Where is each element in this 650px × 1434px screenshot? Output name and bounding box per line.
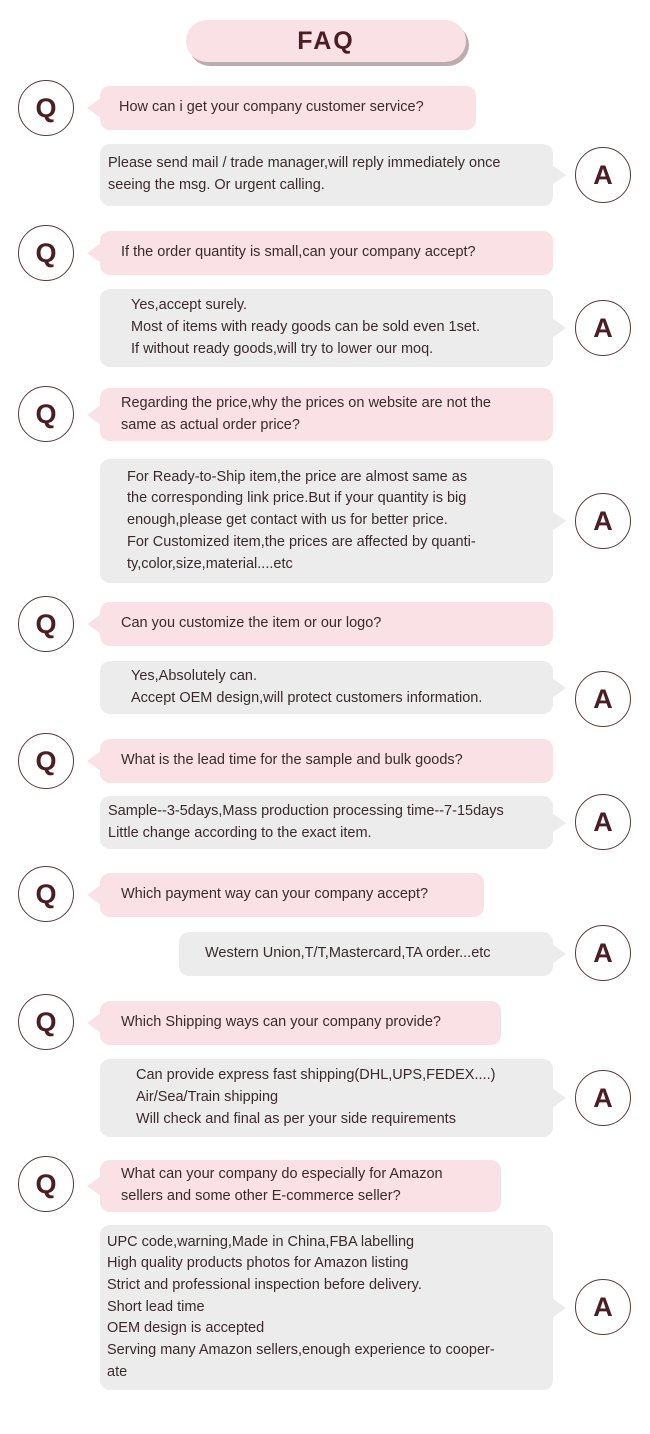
answer-bubble-line: UPC code,warning,Made in China,FBA labelling — [107, 1233, 415, 1250]
answer-badge: A — [575, 671, 631, 727]
faq-title: FAQ — [186, 20, 466, 62]
answer-bubble-line: Most of items with ready goods can be sold even 1set. — [131, 319, 480, 336]
question-bubble-line: What is the lead time for the sample and bulk goods? — [121, 752, 463, 769]
question-bubble — [100, 1001, 501, 1045]
answer-bubble-line: Strict and professional inspection before delivery. — [107, 1276, 422, 1293]
answer-bubble-line: High quality products photos for Amazon listing — [107, 1255, 409, 1272]
question-bubble-line: Which Shipping ways can your company provide? — [121, 1014, 441, 1031]
question-badge: Q — [18, 733, 74, 789]
question-bubble — [100, 873, 484, 917]
answer-bubble-line: ty,color,size,material....etc — [127, 555, 293, 572]
answer-bubble — [100, 289, 553, 367]
question-badge: Q — [18, 80, 74, 136]
answer-bubble — [100, 1225, 553, 1390]
answer-bubble-line: Serving many Amazon sellers,enough experience to cooper- — [107, 1342, 495, 1359]
answer-bubble — [100, 661, 553, 714]
answer-badge: A — [575, 1279, 631, 1335]
answer-bubble-line: Short lead time — [107, 1298, 205, 1315]
question-bubble — [100, 231, 553, 275]
answer-bubble-line: Accept OEM design,will protect customers information. — [131, 689, 483, 706]
question-bubble-line: If the order quantity is small,can your company accept? — [121, 244, 476, 261]
answer-badge: A — [575, 1070, 631, 1126]
answer-badge: A — [575, 300, 631, 356]
answer-bubble-line: Sample--3-5days,Mass production processing time--7-15days — [108, 802, 504, 819]
answer-badge: A — [575, 925, 631, 981]
answer-bubble-line: Can provide express fast shipping(DHL,UPS,FEDEX....) — [136, 1067, 496, 1084]
question-badge: Q — [18, 386, 74, 442]
question-bubble — [100, 602, 553, 646]
answer-bubble — [179, 932, 553, 976]
answer-bubble — [100, 144, 553, 206]
question-bubble-line: same as actual order price? — [121, 416, 300, 433]
answer-bubble-line: For Customized item,the prices are affected by quanti- — [127, 533, 476, 550]
question-badge: Q — [18, 994, 74, 1050]
question-badge: Q — [18, 596, 74, 652]
question-bubble — [100, 1160, 501, 1212]
answer-badge: A — [575, 147, 631, 203]
question-bubble-line: How can i get your company customer service? — [119, 99, 424, 116]
answer-bubble-line: seeing the msg. Or urgent calling. — [108, 177, 325, 193]
question-bubble-line: Which payment way can your company accept? — [121, 886, 429, 903]
answer-badge: A — [575, 493, 631, 549]
answer-bubble — [100, 459, 553, 583]
question-badge: Q — [18, 866, 74, 922]
question-bubble-line: Can you customize the item or our logo? — [121, 615, 382, 632]
question-bubble — [100, 388, 553, 441]
answer-bubble-line: Please send mail / trade manager,will reply immediately once — [108, 155, 501, 172]
answer-bubble-line: Little change according to the exact item. — [108, 824, 372, 841]
answer-badge: A — [575, 794, 631, 850]
question-badge: Q — [18, 225, 74, 281]
answer-bubble-line: Air/Sea/Train shipping — [136, 1089, 279, 1106]
answer-bubble-line: ate — [107, 1363, 128, 1380]
answer-bubble-line: Yes,accept surely. — [131, 297, 248, 314]
question-bubble — [100, 739, 553, 783]
answer-bubble-line: Yes,Absolutely can. — [131, 667, 258, 684]
answer-bubble-line: If without ready goods,will try to lower our moq. — [131, 340, 434, 357]
question-bubble-line: sellers and some other E-commerce seller? — [121, 1188, 401, 1204]
answer-bubble-line: the corresponding link price.But if your quantity is big — [127, 490, 467, 507]
answer-bubble — [100, 1059, 553, 1137]
question-bubble-line: Regarding the price,why the prices on website are not the — [121, 394, 491, 411]
answer-bubble — [100, 796, 553, 849]
answer-bubble-line: Will check and final as per your side requirements — [136, 1110, 456, 1127]
answer-bubble-line: enough,please get contact with us for better price. — [127, 512, 448, 529]
question-bubble — [100, 86, 476, 130]
answer-bubble-line: For Ready-to-Ship item,the price are almost same as — [127, 468, 468, 485]
answer-bubble-line: Western Union,T/T,Mastercard,TA order...etc — [205, 945, 491, 962]
question-bubble-line: What can your company do especially for Amazon — [121, 1166, 443, 1183]
answer-bubble-line: OEM design is accepted — [107, 1320, 265, 1337]
question-badge: Q — [18, 1156, 74, 1212]
